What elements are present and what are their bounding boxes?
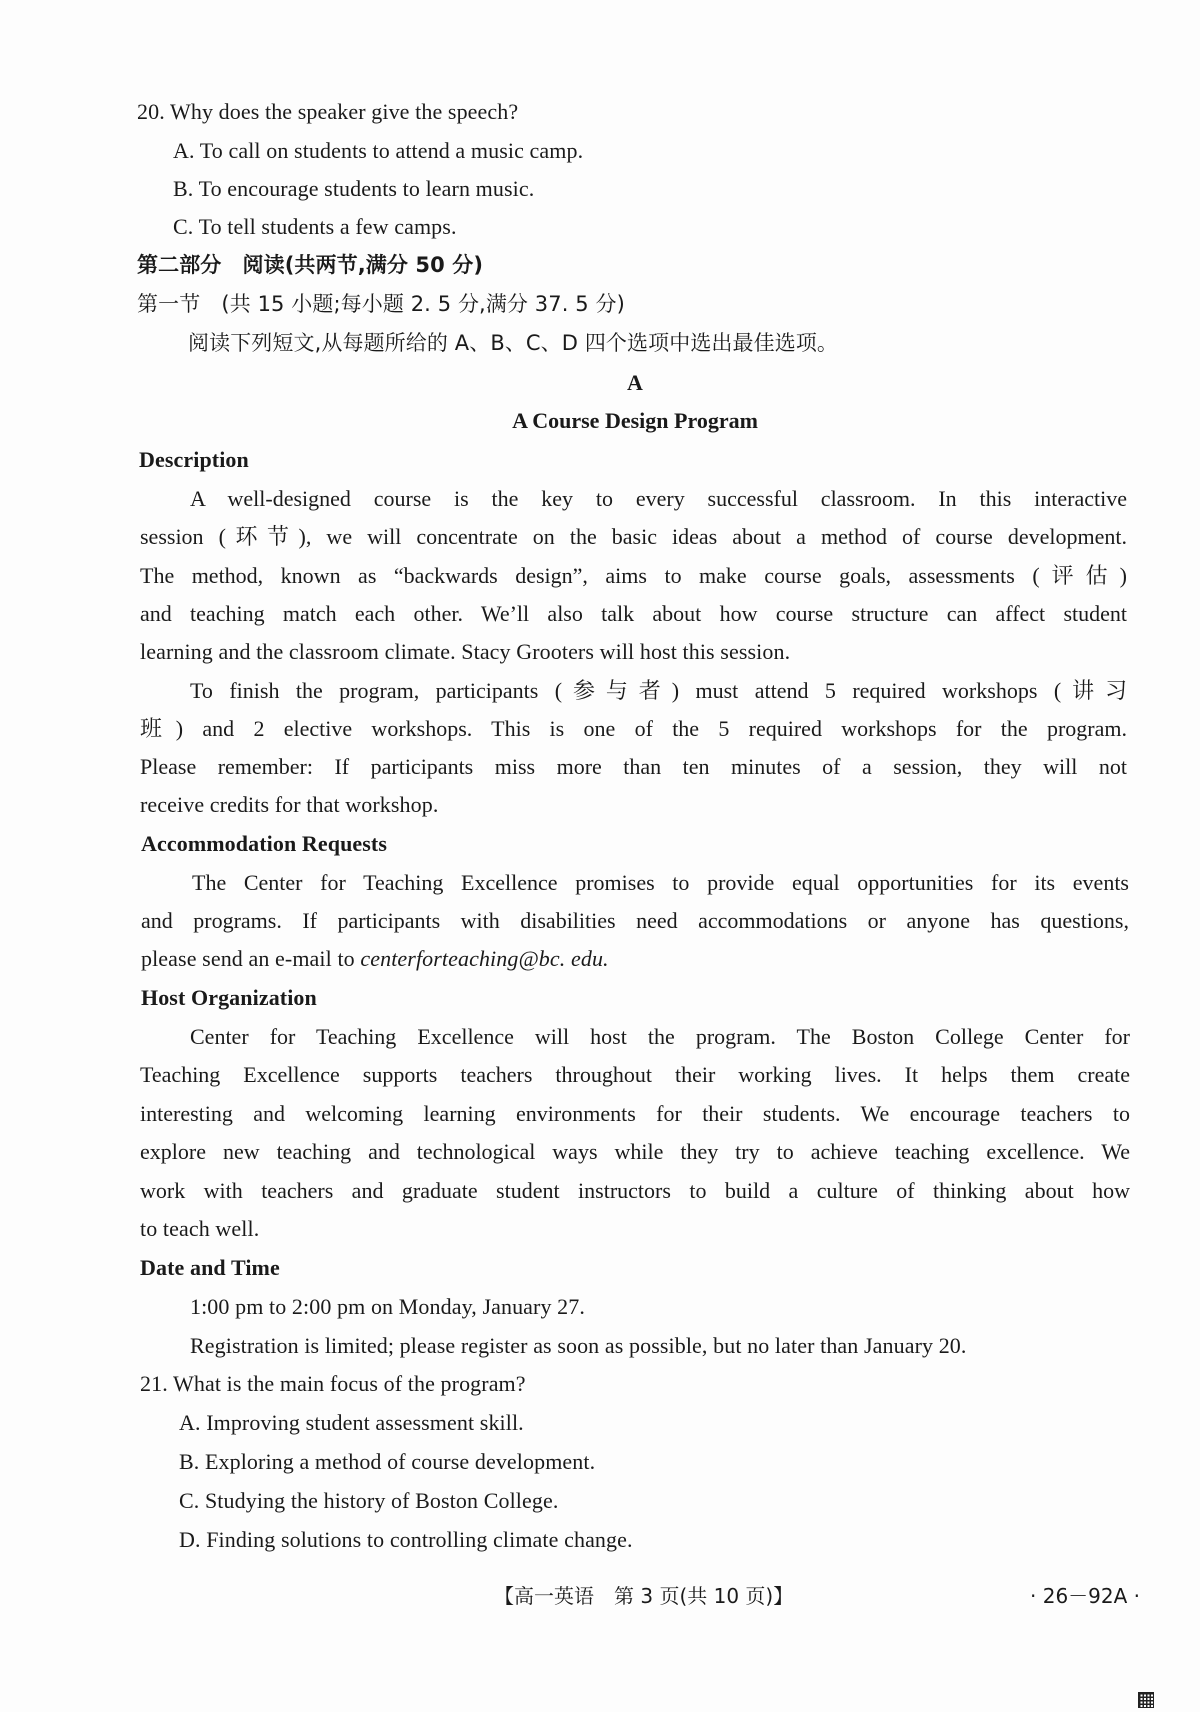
date-line: 1:00 pm to 2:00 pm on Monday, January 27. — [190, 1294, 585, 1319]
accommodation-line-3-text: please send an e-mail to — [141, 946, 361, 971]
q21-stem: 21. What is the main focus of the program? — [140, 1371, 526, 1396]
q20-option-b: B. To encourage students to learn music. — [173, 176, 535, 201]
footer-code: · 26－92A · — [1030, 1584, 1141, 1608]
q21-option-d: D. Finding solutions to controlling climate change. — [179, 1527, 633, 1552]
q21-option-c: C. Studying the history of Boston College. — [179, 1488, 559, 1513]
q20-option-a: A. To call on students to attend a music camp. — [173, 138, 584, 163]
contact-email: centerforteaching@bc. edu. — [360, 946, 609, 971]
passage-title: A Course Design Program — [512, 408, 758, 433]
q20-stem: 20. Why does the speaker give the speech? — [137, 99, 519, 124]
accommodation-line-2: and programs. If participants with disabilities need accommodations or anyone has questions, — [141, 908, 1129, 933]
host-line-4: explore new teaching and technological ways while they try to achieve teaching excellence. We — [140, 1139, 1130, 1164]
host-line-5: work with teachers and graduate student instructors to build a culture of thinking about how — [140, 1178, 1130, 1203]
desc-line-3: The method, known as “backwards design”, aims to make course goals, assessments (评估) — [140, 563, 1127, 588]
q20-option-c: C. To tell students a few camps. — [173, 214, 457, 239]
desc2-line-3: Please remember: If participants miss more than ten minutes of a session, they will not — [140, 754, 1127, 779]
q21-option-a: A. Improving student assessment skill. — [179, 1410, 524, 1435]
host-line-3: interesting and welcoming learning environments for their students. We encourage teachers to — [140, 1101, 1130, 1126]
section1-title: 第一节 (共 15 小题;每小题 2. 5 分,满分 37. 5 分) — [137, 292, 625, 316]
host-line-6: to teach well. — [140, 1216, 260, 1241]
qr-code-icon — [1138, 1692, 1154, 1708]
registration-line: Registration is limited; please register as soon as possible, but no later than January 20. — [190, 1333, 967, 1358]
accommodation-line-1: The Center for Teaching Excellence promises to provide equal opportunities for its events — [192, 870, 1129, 895]
desc-line-4: and teaching match each other. We’ll also talk about how course structure can affect student — [140, 601, 1127, 626]
desc-line-5: learning and the classroom climate. Stacy Grooters will host this session. — [140, 639, 791, 664]
part2-title: 第二部分 阅读(共两节,满分 50 分) — [137, 253, 484, 277]
desc-line-1: A well-designed course is the key to every successful classroom. In this interactive — [190, 486, 1127, 511]
reading-instruction: 阅读下列短文,从每题所给的 A、B、C、D 四个选项中选出最佳选项。 — [188, 331, 839, 355]
desc-line-2: session (环节), we will concentrate on the basic ideas about a method of course development. — [140, 524, 1127, 549]
footer-page-label: 【高一英语 第 3 页(共 10 页)】 — [494, 1584, 794, 1608]
desc2-line-4: receive credits for that workshop. — [140, 792, 439, 817]
accommodation-heading: Accommodation Requests — [141, 831, 388, 856]
desc2-line-2: 班) and 2 elective workshops. This is one of the 5 required workshops for the program. — [140, 716, 1127, 741]
host-line-1: Center for Teaching Excellence will host the program. The Boston College Center for — [190, 1024, 1130, 1049]
accommodation-line-3 — [141, 944, 609, 974]
host-line-2: Teaching Excellence supports teachers throughout their working lives. It helps them create — [140, 1062, 1130, 1087]
passage-letter: A — [627, 370, 643, 395]
q21-option-b: B. Exploring a method of course development. — [179, 1449, 596, 1474]
desc2-line-1: To finish the program, participants (参与者) must attend 5 required workshops (讲习 — [190, 678, 1127, 703]
description-heading: Description — [139, 447, 249, 472]
host-heading: Host Organization — [141, 985, 317, 1010]
date-heading: Date and Time — [140, 1255, 280, 1280]
